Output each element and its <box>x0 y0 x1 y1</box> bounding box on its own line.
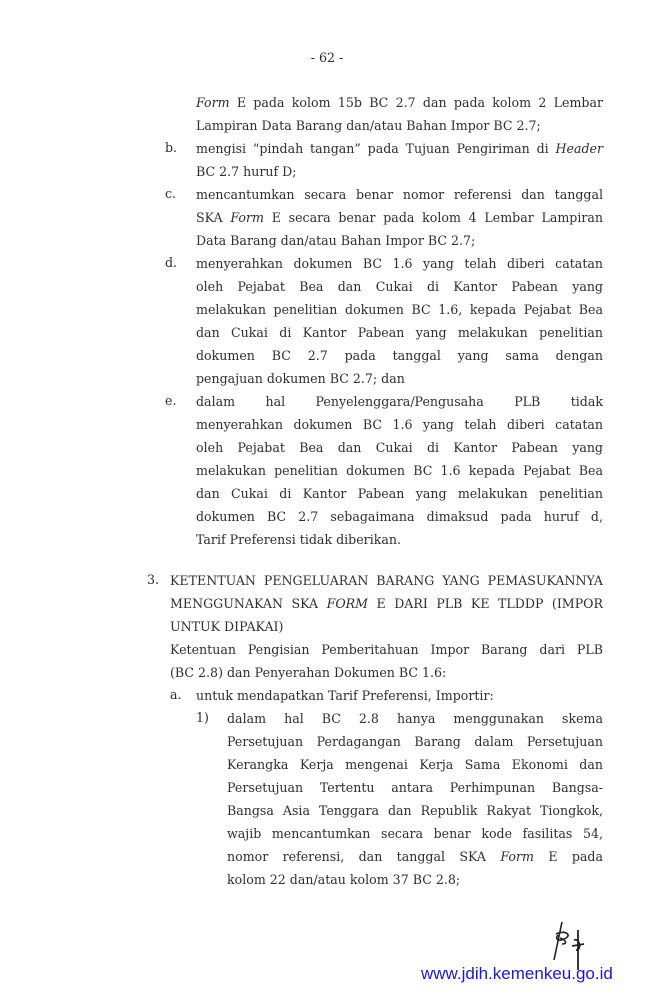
text-line <box>227 848 603 866</box>
list-marker: 1) <box>196 710 209 725</box>
text-segment: Data Barang dan/atau Bahan Impor BC 2.7; <box>196 233 476 248</box>
text-line <box>170 664 603 682</box>
text-line <box>196 232 603 250</box>
text-segment: Kerangka Kerja mengenai Kerja Sama Ekonomi dan <box>227 757 603 772</box>
text-segment: E pada <box>533 849 604 864</box>
text-line <box>227 802 603 820</box>
text-line <box>196 140 603 158</box>
text-segment: dan Cukai di Kantor Pabean yang melakukan penelitian <box>196 325 603 340</box>
page-number: - 62 - <box>310 50 344 65</box>
list-marker: c. <box>165 186 177 201</box>
list-marker: d. <box>165 255 178 270</box>
text-segment: E pada kolom 15b BC 2.7 dan pada kolom 2 Lembar <box>229 95 603 110</box>
list-marker: e. <box>165 393 177 408</box>
text-line <box>196 485 603 503</box>
text-segment: dan Cukai di Kantor Pabean yang melakukan penelitian <box>196 486 603 501</box>
italic-term: Form <box>230 210 264 225</box>
text-line <box>196 416 603 434</box>
text-segment: (BC 2.8) dan Penyerahan Dokumen BC 1.6: <box>170 665 447 680</box>
text-segment: melakukan penelitian dokumen BC 1.6 kepada Pejabat Bea <box>196 463 603 478</box>
text-line <box>196 347 603 365</box>
text-segment: pengajuan dokumen BC 2.7; dan <box>196 371 405 386</box>
text-segment: E secara benar pada kolom 4 Lembar Lampiran <box>263 210 604 225</box>
text-line <box>227 779 603 797</box>
text-segment: mengisi “pindah tangan” pada Tujuan Pengiriman di <box>196 141 556 156</box>
text-segment: SKA <box>196 210 231 225</box>
text-segment: Persetujuan Tertentu antara Perhimpunan Bangsa- <box>227 780 603 795</box>
text-segment: oleh Pejabat Bea dan Cukai di Kantor Pabean yang <box>196 279 603 294</box>
text-line <box>196 687 603 705</box>
text-segment: mencantumkan secara benar nomor referensi dan tanggal <box>196 187 603 202</box>
text-segment: oleh Pejabat Bea dan Cukai di Kantor Pabean yang <box>196 440 603 455</box>
text-line <box>196 209 603 227</box>
text-line <box>196 324 603 342</box>
text-segment: nomor referensi, dan tanggal SKA <box>227 849 501 864</box>
text-line <box>170 618 603 636</box>
text-line <box>196 117 603 135</box>
text-line <box>227 756 603 774</box>
italic-term: Form <box>196 95 230 110</box>
text-line <box>170 595 603 613</box>
text-segment: KETENTUAN PENGELUARAN BARANG YANG PEMASUKANNYA <box>170 573 603 588</box>
italic-term: Form <box>500 849 534 864</box>
text-segment: dalam hal BC 2.8 hanya menggunakan skema <box>227 711 603 726</box>
text-line <box>196 278 603 296</box>
text-segment: dokumen BC 2.7 sebagaimana dimaksud pada huruf d, <box>196 509 603 524</box>
text-line <box>196 255 603 273</box>
text-line <box>227 825 603 843</box>
text-segment: UNTUK DIPAKAI) <box>170 619 284 634</box>
text-segment: untuk mendapatkan Tarif Preferensi, Importir: <box>196 688 494 703</box>
italic-term: FORM <box>326 596 369 611</box>
text-line <box>196 531 603 549</box>
text-segment: E DARI PLB KE TLDDP (IMPOR <box>368 596 603 611</box>
text-segment: menyerahkan dokumen BC 1.6 yang telah diberi catatan <box>196 256 603 271</box>
text-line <box>196 94 603 112</box>
list-marker: 3. <box>147 572 160 587</box>
list-marker: a. <box>170 687 182 702</box>
text-segment: BC 2.7 huruf D; <box>196 164 297 179</box>
text-segment: Persetujuan Perdagangan Barang dalam Persetujuan <box>227 734 603 749</box>
text-line <box>196 508 603 526</box>
text-line <box>196 163 603 181</box>
text-line <box>227 733 603 751</box>
text-segment: dalam hal Penyelenggara/Pengusaha PLB tidak <box>196 394 603 409</box>
text-segment: melakukan penelitian dokumen BC 1.6, kepada Pejabat Bea <box>196 302 603 317</box>
text-segment: Tarif Preferensi tidak diberikan. <box>196 532 401 547</box>
text-segment: dokumen BC 2.7 pada tanggal yang sama dengan <box>196 348 603 363</box>
text-line <box>196 393 603 411</box>
text-line <box>196 370 603 388</box>
text-segment: Lampiran Data Barang dan/atau Bahan Impor BC 2.7; <box>196 118 541 133</box>
text-segment: Ketentuan Pengisian Pemberitahuan Impor Barang dari PLB <box>170 642 603 657</box>
text-segment: menyerahkan dokumen BC 1.6 yang telah diberi catatan <box>196 417 603 432</box>
text-line <box>196 186 603 204</box>
text-line <box>227 871 603 889</box>
text-line <box>170 572 603 590</box>
jdih-website-link[interactable]: www.jdih.kemenkeu.go.id <box>421 964 613 983</box>
text-line <box>227 710 603 728</box>
text-segment: kolom 22 dan/atau kolom 37 BC 2.8; <box>227 872 461 887</box>
text-line <box>196 439 603 457</box>
text-segment: wajib mencantumkan secara benar kode fasilitas 54, <box>227 826 603 841</box>
list-marker: b. <box>165 140 178 155</box>
text-line <box>196 301 603 319</box>
text-line <box>170 641 603 659</box>
text-segment: Bangsa Asia Tenggara dan Republik Rakyat Tiongkok, <box>227 803 603 818</box>
italic-term: Header <box>555 141 603 156</box>
text-line <box>196 462 603 480</box>
text-segment: MENGGUNAKAN SKA <box>170 596 327 611</box>
